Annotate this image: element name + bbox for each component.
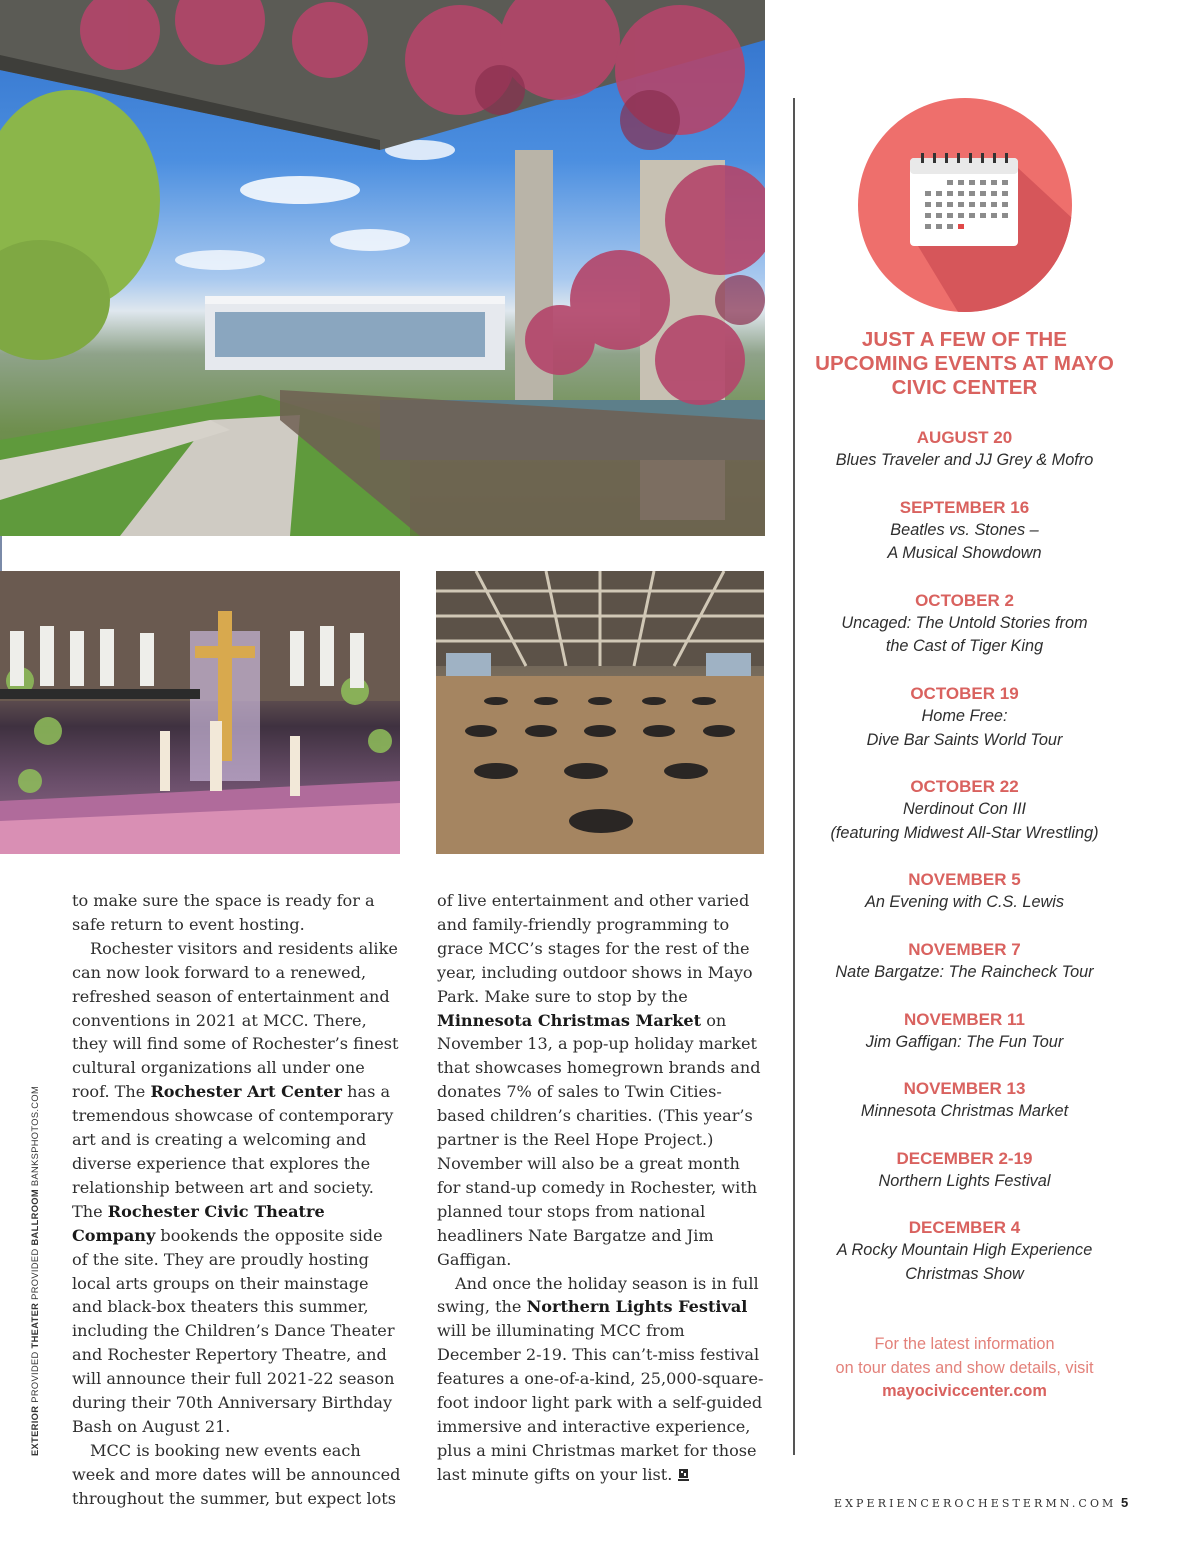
event-date: DECEMBER 2-19 bbox=[896, 1148, 1033, 1168]
event-item bbox=[812, 1008, 1117, 1055]
article-paragraph: MCC is booking new events each week and more dates will be announced throughout the summer, but expect lots bbox=[72, 1440, 401, 1508]
article-column-2 bbox=[437, 889, 767, 1487]
event-item bbox=[812, 682, 1117, 752]
sidebar-divider bbox=[793, 98, 795, 1455]
event-name: Beatles vs. Stones – A Musical Showdown bbox=[887, 520, 1042, 563]
more-info-line: For the latest information bbox=[874, 1335, 1055, 1353]
event-date: NOVEMBER 13 bbox=[903, 1079, 1026, 1099]
event-item bbox=[812, 775, 1117, 845]
theater-photo-art bbox=[0, 571, 400, 854]
event-highlight: Minnesota Christmas Market bbox=[437, 1010, 702, 1030]
article-paragraph: of live entertainment and other varied and family-friendly programming to grace MCC’s stages for the rest of the year, including outdoor shows in Mayo Park. Make sure to stop by the Minnesota Christmas Market on November 13, a pop-up holiday market that showcases homegrown brands and donates 7% of sales to Twin Cities-based children’s charities. (This year’s partner is the Reel Hope Project.) November will also be a great month for stand-up comedy in Rochester, with planned tour stops from national headliners Nate Bargatze and Jim Gaffigan. bbox=[437, 891, 761, 1269]
event-date: OCTOBER 19 bbox=[910, 683, 1019, 703]
event-date: AUGUST 20 bbox=[916, 428, 1013, 447]
sidebar-title: JUST A FEW OF THE UPCOMING EVENTS AT MAYO CIVIC CENTER bbox=[815, 328, 1114, 399]
event-name: A Rocky Mountain High Experience Christmas Show bbox=[836, 1241, 1093, 1283]
event-name: Blues Traveler and JJ Grey & Mofro bbox=[835, 451, 1094, 469]
photo-credit: EXTERIOR PROVIDED THEATER PROVIDED BALLROOM BANKSPHOTOS.COM bbox=[30, 1085, 40, 1456]
event-date: NOVEMBER 11 bbox=[904, 1009, 1025, 1029]
left-edge-rule bbox=[0, 536, 2, 572]
article-column-1 bbox=[72, 889, 402, 1511]
event-list bbox=[812, 426, 1117, 1310]
event-name: Nerdinout Con III (featuring Midwest All-Star Wrestling) bbox=[830, 800, 1099, 842]
end-mark-icon bbox=[678, 1468, 689, 1481]
event-item bbox=[812, 868, 1117, 915]
exterior-photo bbox=[0, 0, 765, 536]
event-name: Nate Bargatze: The Raincheck Tour bbox=[835, 962, 1094, 981]
ballroom-photo bbox=[436, 571, 764, 854]
event-item bbox=[812, 1147, 1117, 1194]
article-paragraph: to make sure the space is ready for a safe return to event hosting. bbox=[72, 891, 375, 934]
event-item bbox=[812, 938, 1117, 985]
event-item bbox=[812, 1216, 1117, 1286]
ballroom-photo-art bbox=[436, 571, 764, 854]
event-name: Uncaged: The Untold Stories from the Cast of Tiger King bbox=[841, 613, 1088, 656]
event-name: An Evening with C.S. Lewis bbox=[864, 893, 1065, 912]
venue-name: Rochester Art Center bbox=[150, 1082, 343, 1102]
event-name: Home Free: Dive Bar Saints World Tour bbox=[866, 706, 1063, 749]
page-number: 5 bbox=[1121, 1495, 1129, 1510]
more-info-line: on tour dates and show details, visit bbox=[835, 1358, 1094, 1377]
event-highlight: Northern Lights Festival bbox=[526, 1297, 748, 1317]
calendar-badge bbox=[858, 98, 1072, 312]
event-item bbox=[812, 496, 1117, 566]
more-info-note bbox=[812, 1333, 1117, 1404]
theater-photo bbox=[0, 571, 400, 854]
event-name: Jim Gaffigan: The Fun Tour bbox=[865, 1032, 1064, 1051]
event-date: OCTOBER 22 bbox=[910, 777, 1019, 797]
event-date: NOVEMBER 5 bbox=[908, 870, 1021, 890]
event-date: SEPTEMBER 16 bbox=[899, 497, 1030, 517]
event-name: Minnesota Christmas Market bbox=[860, 1102, 1069, 1121]
website-link[interactable]: mayociviccenter.com bbox=[882, 1382, 1047, 1401]
calendar-icon bbox=[858, 98, 1072, 312]
event-date: DECEMBER 4 bbox=[908, 1218, 1021, 1238]
article-paragraph: And once the holiday season is in full swing, the Northern Lights Festival will be illuminating MCC from December 2-19. This can’t-miss festival features a one-of-a-kind, 25,000-square-foot indoor light park with a self-guided immersive and interactive experience, plus a mini Christmas market for those last minute gifts on your list. bbox=[437, 1273, 764, 1484]
article-paragraph: Rochester visitors and residents alike can now look forward to a renewed, refreshed season of entertainment and conventions in 2021 at MCC. There, they will find some of Rochester’s finest cultural organizations all under one roof. The Rochester Art Center has a tremendous showcase of contemporary art and is creating a welcoming and diverse experience that explores the relationship between art and society. The Rochester Civic Theatre Company bookends the opposite side of the site. They are proudly hosting local arts groups on their mainstage and black-box theaters this summer, including the Children’s Dance Theater and Rochester Repertory Theatre, and will announce their full 2021-22 season during their 70th Anniversary Birthday Bash on August 21. bbox=[72, 938, 399, 1436]
event-name: Northern Lights Festival bbox=[878, 1171, 1051, 1190]
event-date: OCTOBER 2 bbox=[915, 590, 1014, 610]
event-item bbox=[812, 426, 1117, 473]
venue-name: Rochester Civic Theatre Company bbox=[72, 1201, 325, 1245]
event-date: NOVEMBER 7 bbox=[908, 939, 1021, 959]
event-item bbox=[812, 589, 1117, 659]
footer-site: EXPERIENCEROCHESTERMN.COM bbox=[834, 1497, 1117, 1510]
event-item bbox=[812, 1077, 1117, 1124]
exterior-photo-art bbox=[0, 0, 765, 536]
